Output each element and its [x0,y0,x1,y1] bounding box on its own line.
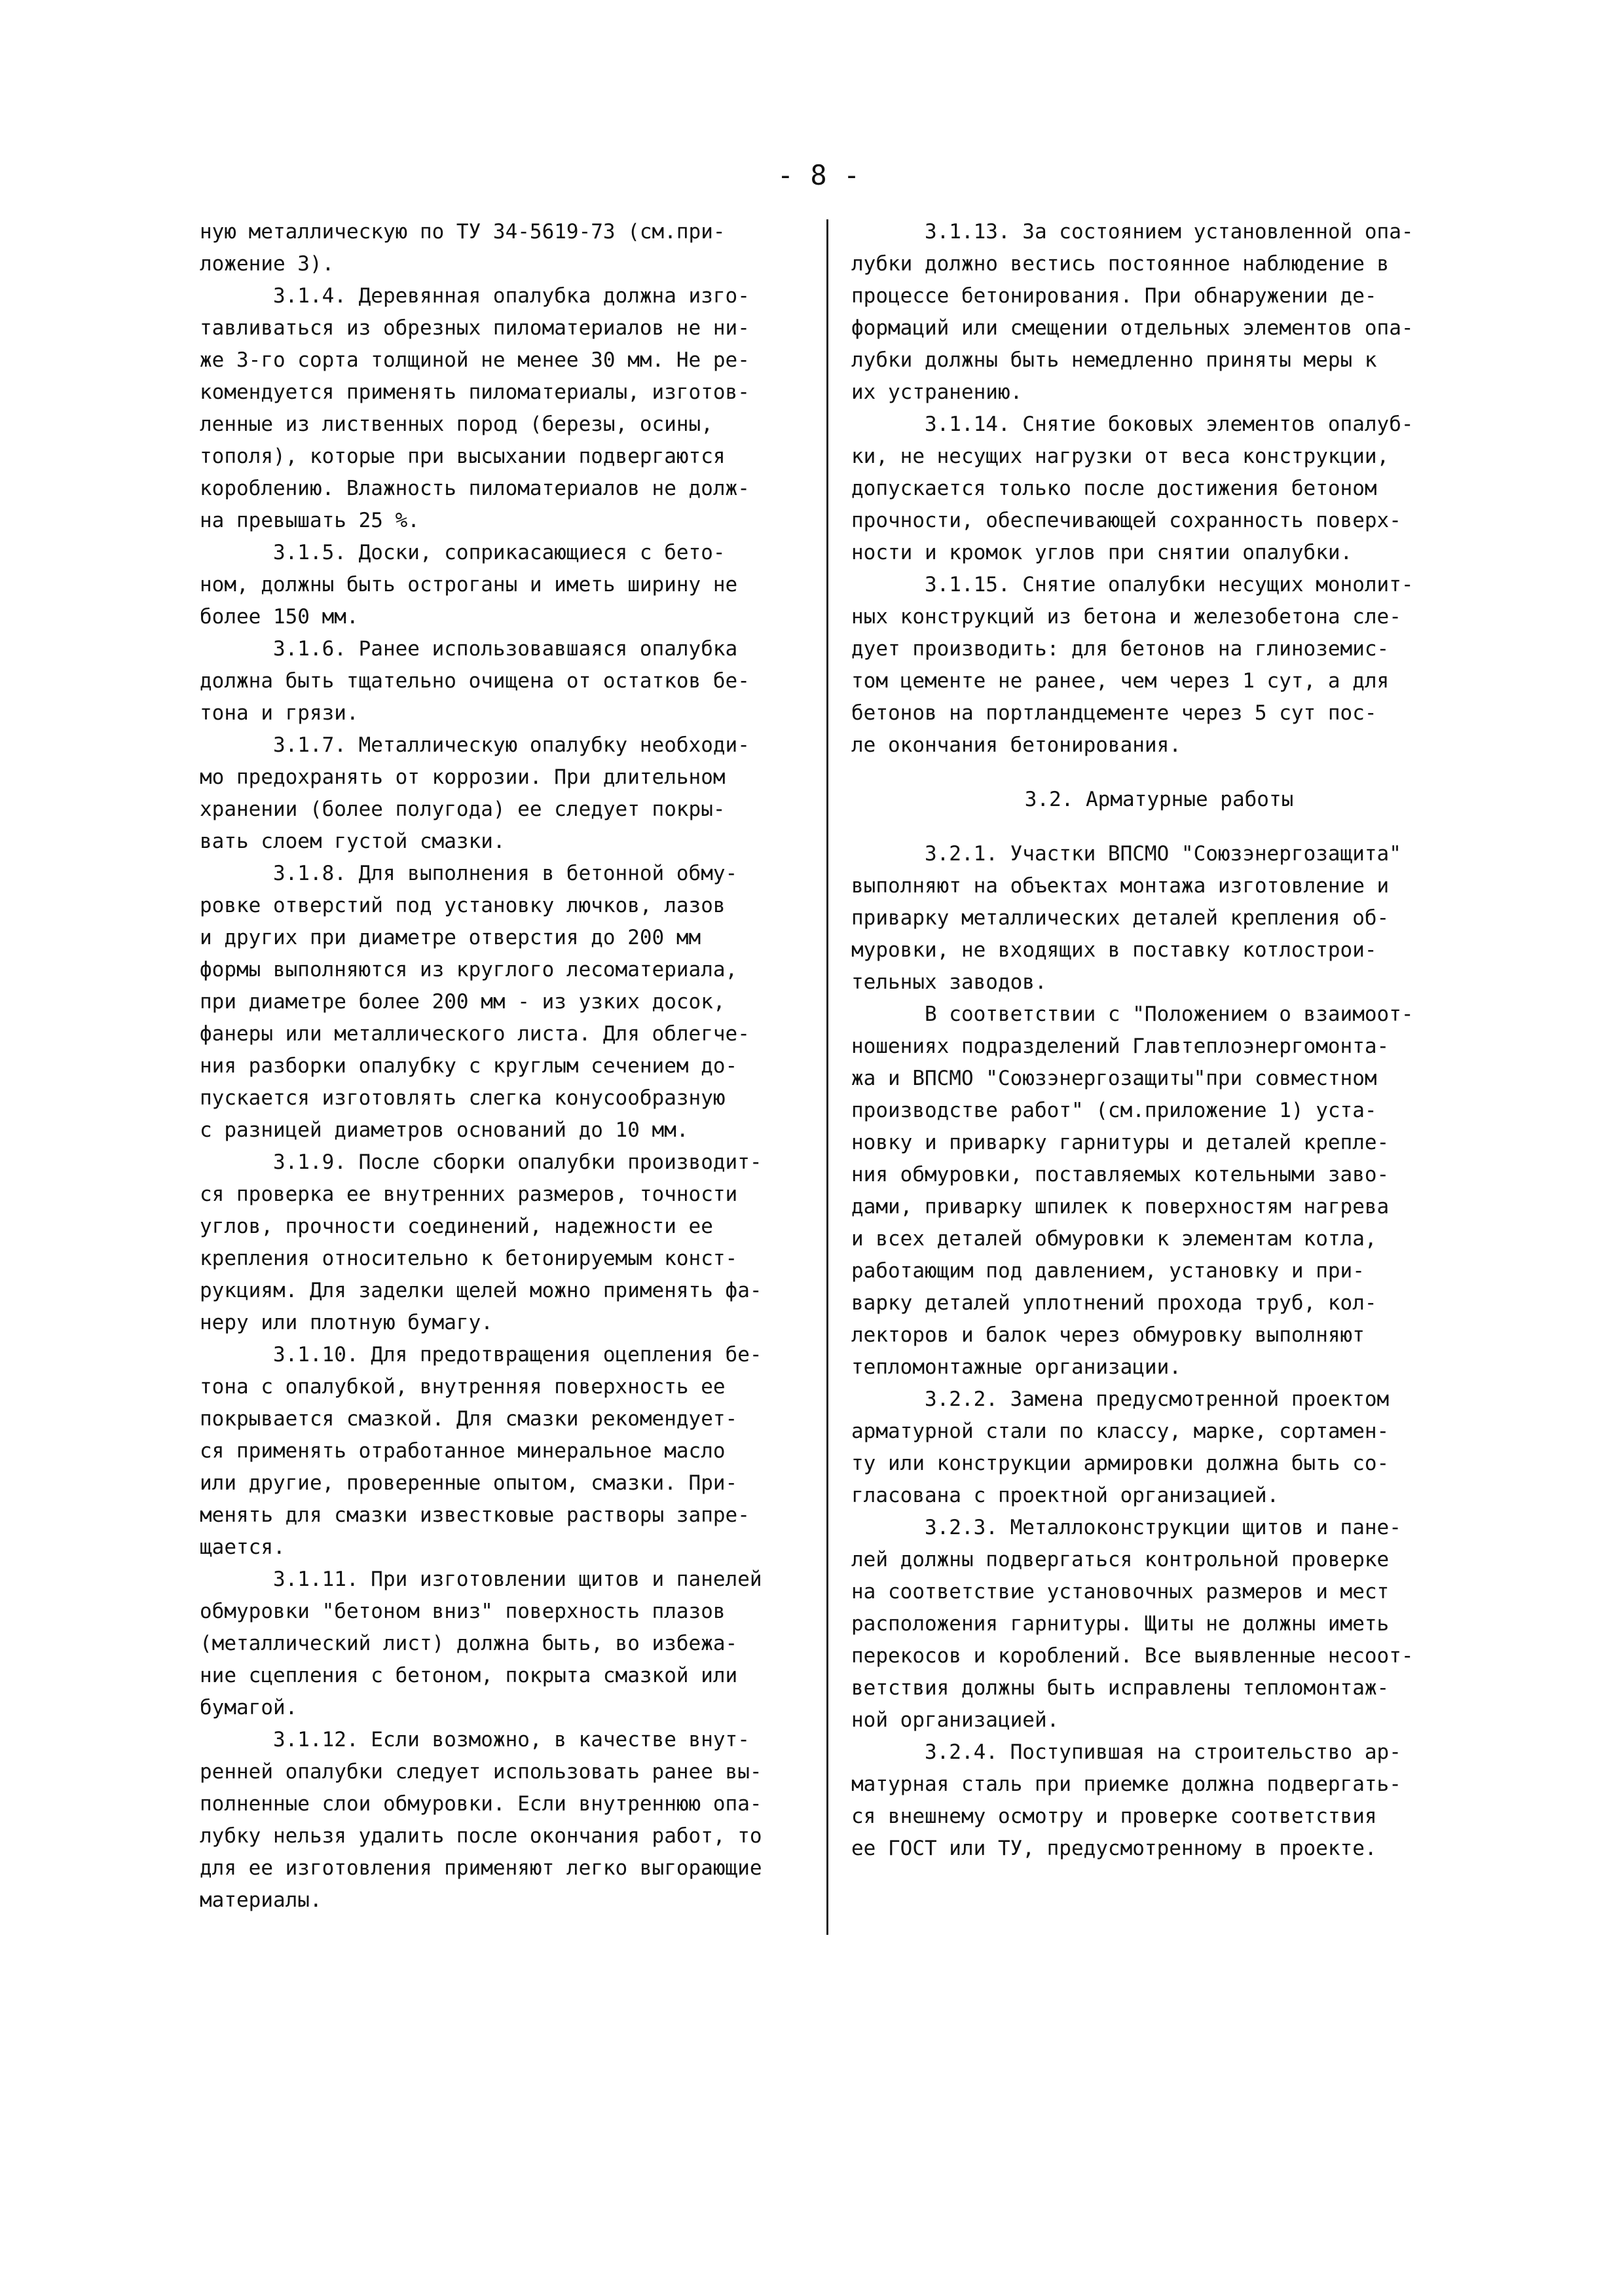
paragraph-3-1-8: 3.1.8. Для выполнения в бетонной обму- ровке отверстий под установку лючков, лазов и других при диаметре отверстия до 200 мм формы выполняются из круглого лесоматериала, при диаметре более 200 мм - из узких досок, фанеры или металлического листа. Для облегче- ния разборки опалубку с круглым сечением до- пускается изготовлять слегка конусообразную с разницей диаметров оснований до 10 мм. [200,862,750,1142]
paragraph-3-1-10: 3.1.10. Для предотвращения оцепления бе- тона с опалубкой, внутренняя поверхность ее покрывается смазкой. Для смазки рекомендует- ся применять отработанное минеральное масло или другие, проверенные опытом, смазки. При- менять для смазки известковые растворы запре- щается. [200,1343,762,1559]
left-column [200,216,815,1917]
paragraph-3-1-14: 3.1.14. Снятие боковых элементов опалуб- ки, не несущих нагрузки от веса конструкции, допускается только после достижения бетоном прочности, обеспечивающей сохранность поверх- ности и кромок углов при снятии опалубки. [851,413,1414,564]
right-column [851,216,1467,1865]
page-number: - 8 - [777,159,860,191]
paragraph-3-1-7: 3.1.7. Металлическую опалубку необходи- мо предохранять от коррозии. При длительном хранении (более полугода) ее следует покры- вать слоем густой смазки. [200,733,750,853]
column-divider [826,219,828,1935]
paragraph-3-1-5: 3.1.5. Доски, соприкасающиеся с бето- ном, должны быть остроганы и иметь ширину не более 150 мм. [200,541,738,629]
paragraph-3-2-4: 3.2.4. Поступившая на строительство ар- матурная сталь при приемке должна подвергать- ся внешнему осмотру и проверке соответствия ее ГОСТ или ТУ, предусмотренному в проекте. [851,1740,1401,1860]
paragraph-3-1-15: 3.1.15. Снятие опалубки несущих монолит- ных конструкций из бетона и железобетона сле- дует производить: для бетонов на глиноземис- том цементе не ранее, чем через 1 сут, а для бетонов на портландцементе через 5 сут пос- ле окончания бетонирования. [851,573,1414,757]
paragraph-3-1-11: 3.1.11. При изготовлении щитов и панелей обмуровки "бетоном вниз" поверхность плазов (металлический лист) должна быть, во избежа- ние сцепления с бетоном, покрыта смазкой или бумагой. [200,1568,762,1719]
paragraph-continuation: ную металлическую по ТУ 34-5619-73 (см.при- ложение 3). [200,220,726,276]
paragraph-3-2-1: 3.2.1. Участки ВПСМО "Союзэнергозащита" выполняют на объектах монтажа изготовление и приварку металлических деталей крепления об- муровки, не входящих в поставку котлострои- тельных заводов. [851,842,1401,994]
paragraph-3-1-4: 3.1.4. Деревянная опалубка должна изго- тавливаться из обрезных пиломатериалов не ни- же 3-го сорта толщиной не менее 30 мм. Не ре- комендуется применять пиломатериалы, изготов- ленные из лиственных пород (березы, осины, тополя), которые при высыхании подвергаются короблению. Влажность пиломатериалов не долж- на превышать 25 %. [200,284,750,532]
paragraph-regulation-reference: В соответствии с "Положением о взаимоот- ношениях подразделений Главтеплоэнергомонта- жа и ВПСМО "Союзэнергозащиты"при совместном производстве работ" (см.приложение 1) уста- новку и приварку гарнитуры и деталей крепле- ния обмуровки, поставляемых котельными заво- дами, приварку шпилек к поверхностям нагрева и всех деталей обмуровки к элементам котла, работающим под давлением, установку и при- варку деталей уплотнений прохода труб, кол- лекторов и балок через обмуровку выполняют тепломонтажные организации. [851,1002,1414,1379]
paragraph-3-2-2: 3.2.2. Замена предусмотренной проектом арматурной стали по классу, марке, сортамен- ту или конструкции армировки должна быть со- гласована с проектной организацией. [851,1387,1390,1507]
section-heading-3-2: 3.2. Арматурные работы [1024,788,1294,811]
paragraph-3-1-13: 3.1.13. За состоянием установленной опа- лубки должно вестись постоянное наблюдение в процессе бетонирования. При обнаружении де- формаций или смещении отдельных элементов опа- лубки должны быть немедленно приняты меры к их устранению. [851,220,1414,404]
paragraph-3-2-3: 3.2.3. Металлоконструкции щитов и пане- лей должны подвергаться контрольной проверке на соответствие установочных размеров и мест расположения гарнитуры. Щиты не должны иметь перекосов и короблений. Все выявленные несоот- ветствия должны быть исправлены тепломонтаж- ной организацией. [851,1516,1414,1732]
paragraph-3-1-6: 3.1.6. Ранее использовавшаяся опалубка должна быть тщательно очищена от остатков бе- тона и грязи. [200,637,750,725]
paragraph-3-1-9: 3.1.9. После сборки опалубки производит- ся проверка ее внутренних размеров, точности углов, прочности соединений, надежности ее крепления относительно к бетонируемым конст- рукциям. Для заделки щелей можно применять фа- неру или плотную бумагу. [200,1150,762,1334]
paragraph-3-1-12: 3.1.12. Если возможно, в качестве внут- ренней опалубки следует использовать ранее вы- полненные слои обмуровки. Если внутреннюю опа- лубку нельзя удалить после окончания работ, то для ее изготовления применяют легко выгорающие материалы. [200,1728,762,1912]
